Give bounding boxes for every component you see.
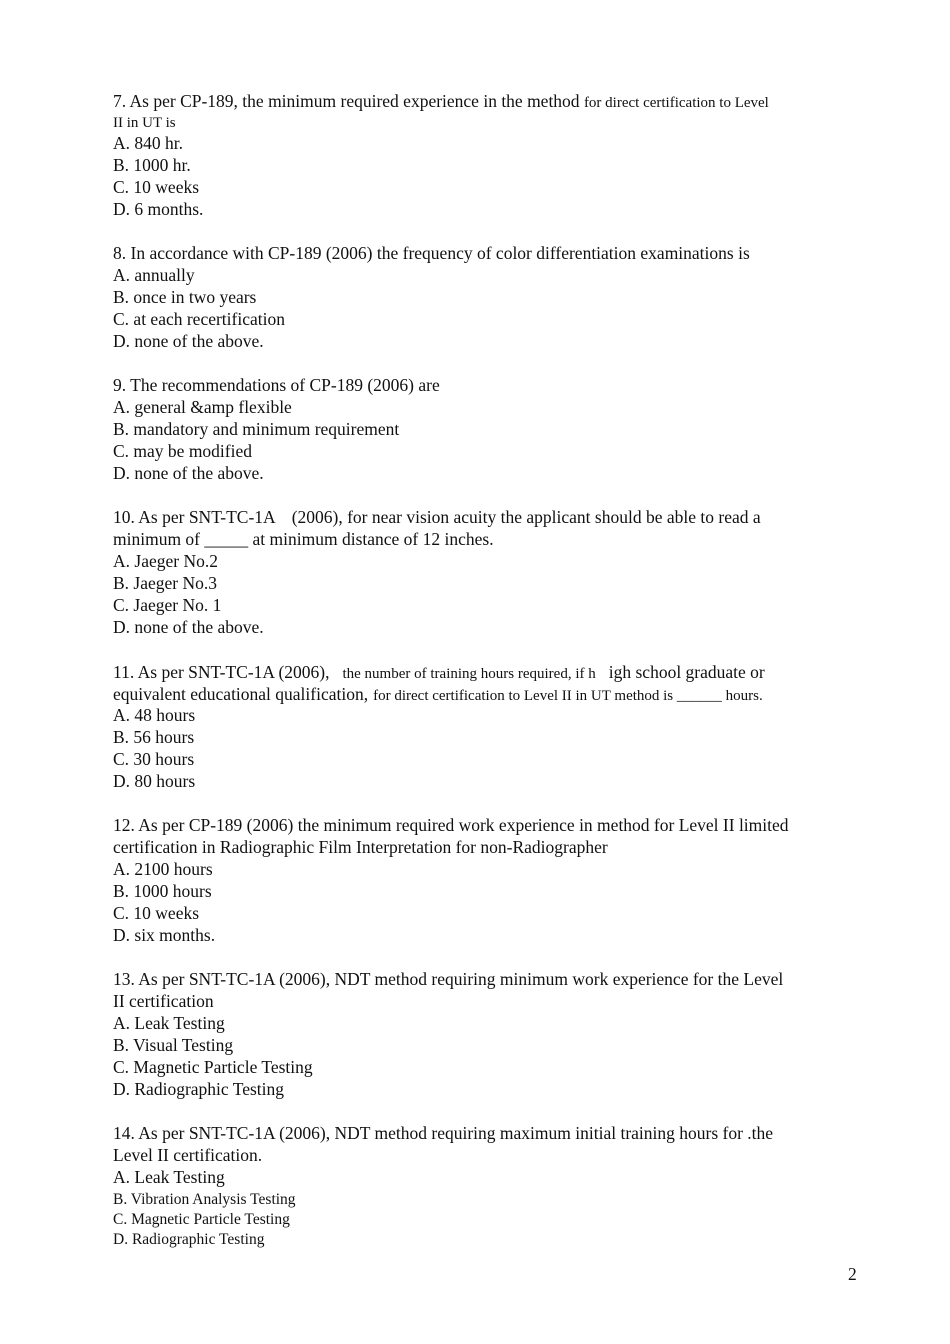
question-12-option-d: D. six months. bbox=[113, 925, 216, 945]
question-10-option-d: D. none of the above. bbox=[113, 617, 264, 637]
question-11-stem: 11. As per SNT-TC-1A (2006), the number of training hours required, if h igh school graduate or bbox=[113, 662, 765, 682]
question-11-option-b: B. 56 hours bbox=[113, 727, 195, 747]
question-10-option-b: B. Jaeger No.3 bbox=[113, 573, 218, 593]
question-7-option-d: D. 6 months. bbox=[113, 199, 204, 219]
question-10-option-a: A. Jaeger No.2 bbox=[113, 551, 218, 571]
question-14-option-a: A. Leak Testing bbox=[113, 1167, 225, 1187]
question-12-option-a: A. 2100 hours bbox=[113, 859, 213, 879]
question-8-stem: 8. In accordance with CP-189 (2006) the frequency of color differentiation examinations is bbox=[113, 243, 750, 263]
question-12-stem: certification in Radiographic Film Interpretation for non-Radiographer bbox=[113, 837, 608, 857]
question-7-option-b: B. 1000 hr. bbox=[113, 155, 191, 175]
question-11-option-c: C. 30 hours bbox=[113, 749, 195, 769]
question-7-stem: II in UT is bbox=[113, 115, 176, 131]
question-10-option-c: C. Jaeger No. 1 bbox=[113, 595, 222, 615]
question-9-option-d: D. none of the above. bbox=[113, 463, 264, 483]
question-13-stem: 13. As per SNT-TC-1A (2006), NDT method requiring minimum work experience for the Level bbox=[113, 969, 784, 989]
question-12-option-c: C. 10 weeks bbox=[113, 903, 200, 923]
question-8-option-d: D. none of the above. bbox=[113, 331, 264, 351]
question-9-option-c: C. may be modified bbox=[113, 441, 253, 461]
question-10-stem: 10. As per SNT-TC-1A (2006), for near vision acuity the applicant should be able to read a bbox=[113, 507, 761, 527]
question-9-option-b: B. mandatory and minimum requirement bbox=[113, 419, 400, 439]
question-8-option-a: A. annually bbox=[113, 265, 195, 285]
question-13-option-d: D. Radiographic Testing bbox=[113, 1079, 284, 1099]
question-9-stem: 9. The recommendations of CP-189 (2006) are bbox=[113, 375, 440, 395]
page-number: 2 bbox=[848, 1264, 857, 1284]
question-9-option-a: A. general &amp flexible bbox=[113, 397, 292, 417]
question-7-option-c: C. 10 weeks bbox=[113, 177, 200, 197]
question-11-stem: equivalent educational qualification, for direct certification to Level II in UT method is ______ hours. bbox=[113, 684, 763, 704]
question-8-option-b: B. once in two years bbox=[113, 287, 257, 307]
question-14-option-b: B. Vibration Analysis Testing bbox=[113, 1191, 296, 1208]
question-12-stem: 12. As per CP-189 (2006) the minimum required work experience in method for Level II limited bbox=[113, 815, 789, 835]
question-12-option-b: B. 1000 hours bbox=[113, 881, 212, 901]
question-8-option-c: C. at each recertification bbox=[113, 309, 285, 329]
question-13-option-a: A. Leak Testing bbox=[113, 1013, 225, 1033]
question-14-stem: 14. As per SNT-TC-1A (2006), NDT method requiring maximum initial training hours for .the bbox=[113, 1123, 774, 1143]
question-14-option-d: D. Radiographic Testing bbox=[113, 1231, 265, 1248]
question-13-stem: II certification bbox=[113, 991, 214, 1011]
question-7-stem: 7. As per CP-189, the minimum required experience in the method for direct certification to Level bbox=[113, 91, 769, 111]
question-14-option-c: C. Magnetic Particle Testing bbox=[113, 1211, 290, 1228]
question-11-option-a: A. 48 hours bbox=[113, 705, 196, 725]
question-7-option-a: A. 840 hr. bbox=[113, 133, 183, 153]
question-14-stem: Level II certification. bbox=[113, 1145, 263, 1165]
question-10-stem: minimum of _____ at minimum distance of 12 inches. bbox=[113, 529, 494, 549]
question-13-option-c: C. Magnetic Particle Testing bbox=[113, 1057, 313, 1077]
question-11-option-d: D. 80 hours bbox=[113, 771, 196, 791]
question-13-option-b: B. Visual Testing bbox=[113, 1035, 234, 1055]
